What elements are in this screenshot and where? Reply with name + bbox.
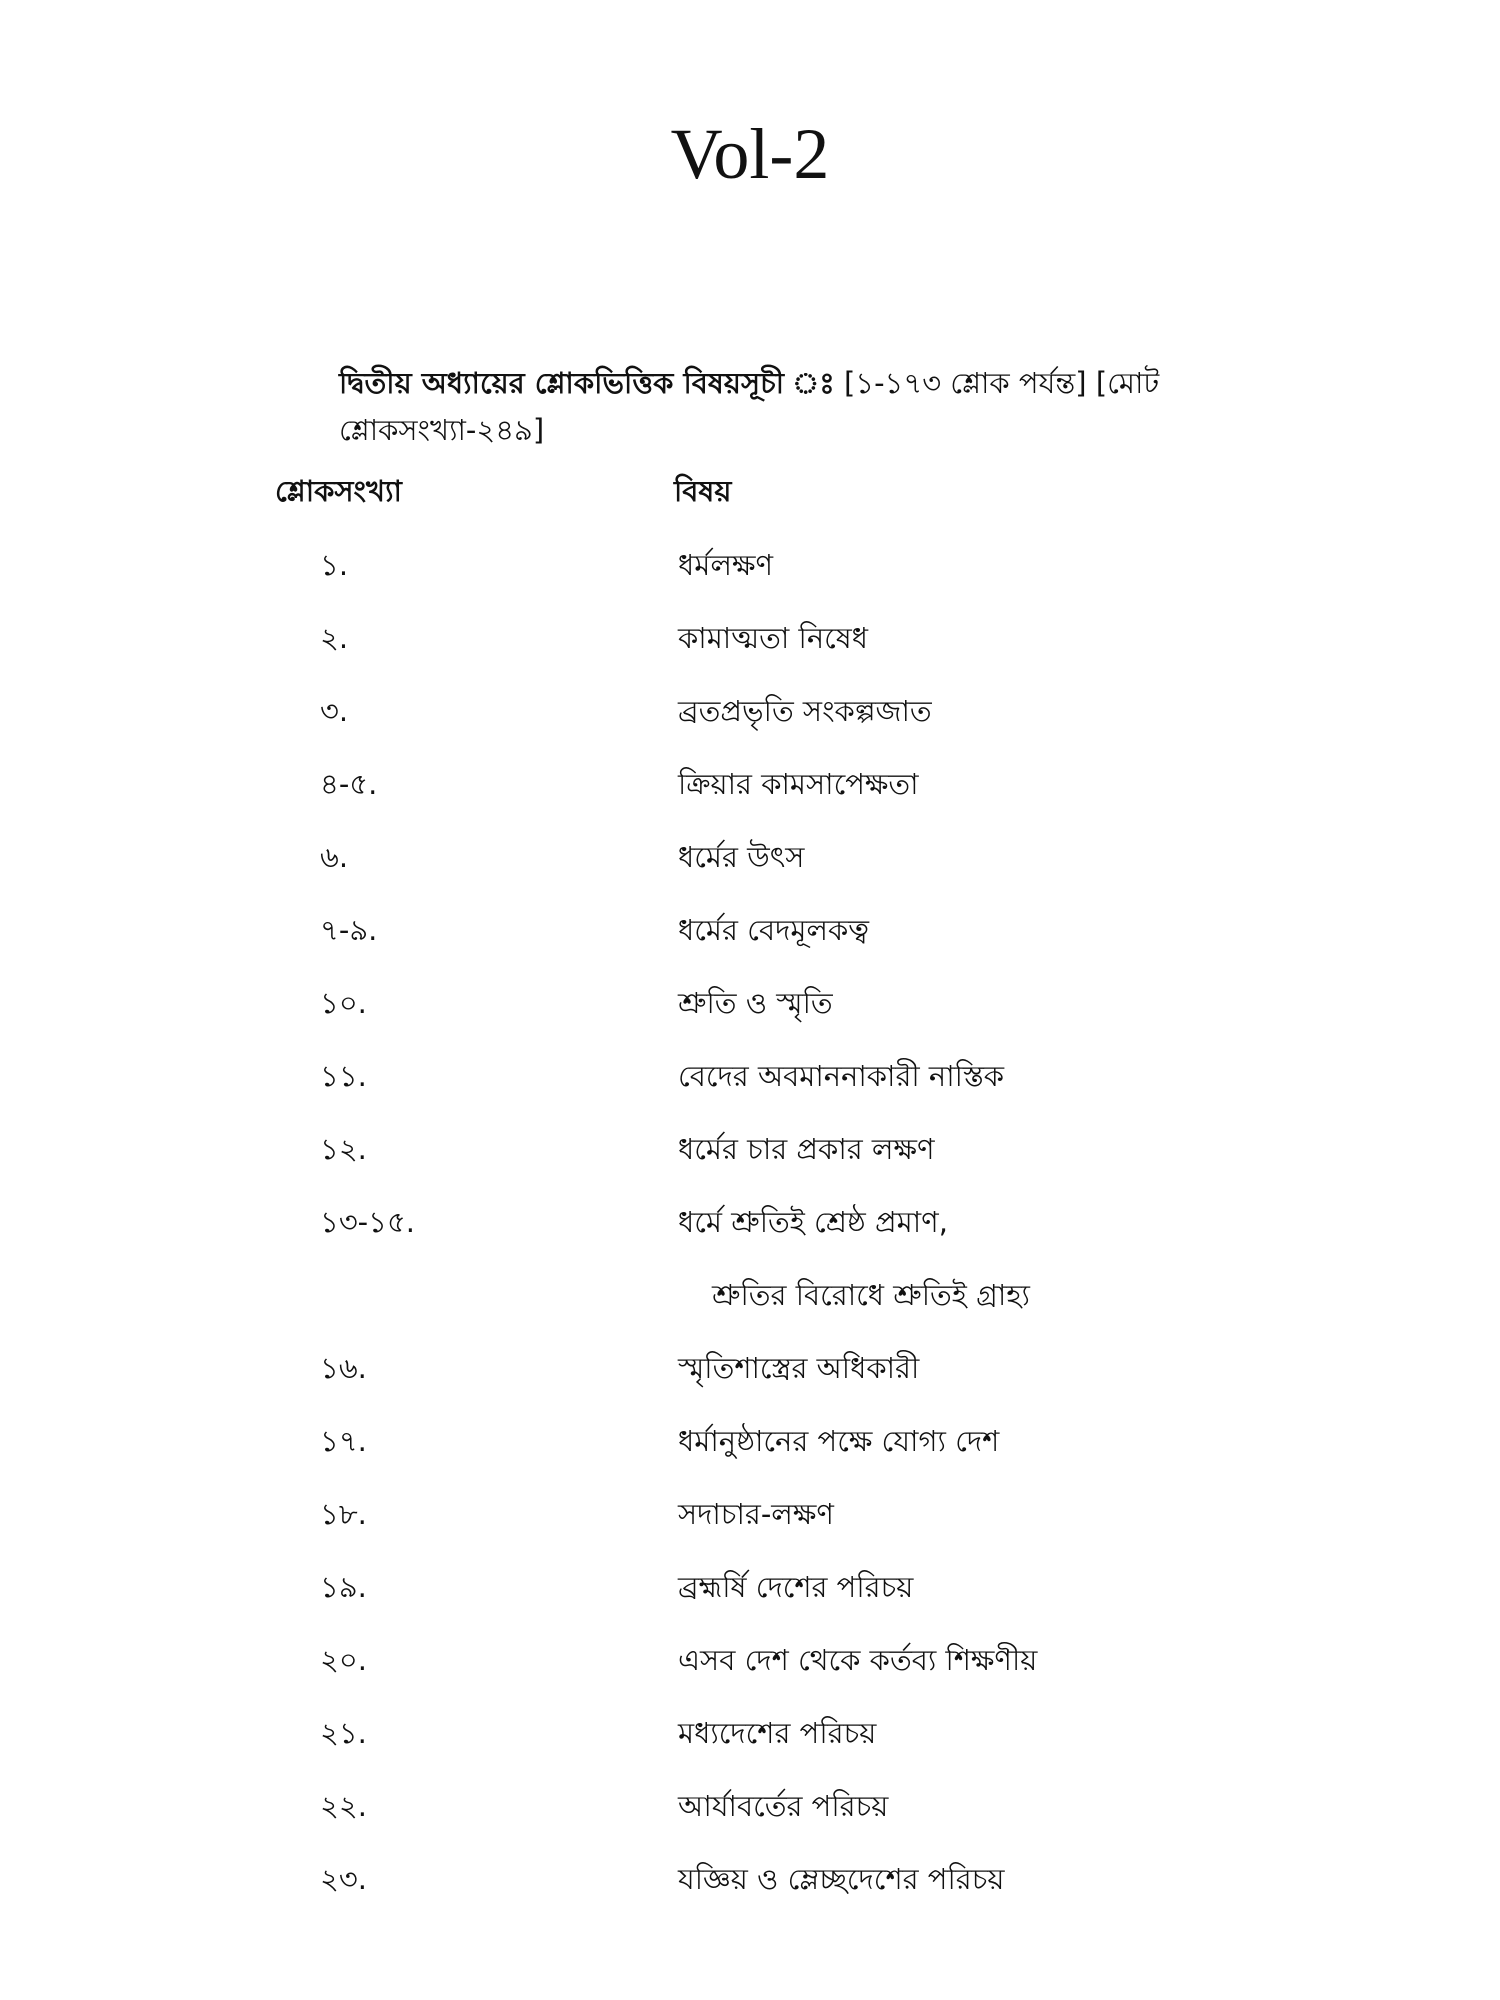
intro-range: [১-১৭৩ শ্লোক পর্যন্ত] [মোট শ্লোকসংখ্যা-২৪৯]	[339, 366, 1160, 447]
page-title: Vol-2	[670, 114, 830, 194]
column-header-verse-number: শ্লোকসংখ্যা	[275, 474, 402, 508]
column-header-topic: বিষয়	[674, 474, 732, 508]
verse-number: ১.	[320, 548, 349, 582]
topic-text: ধর্মানুষ্ঠানের পক্ষে যোগ্য দেশ	[678, 1424, 1000, 1458]
table-row	[0, 1494, 1500, 1534]
table-row	[0, 618, 1500, 658]
verse-number: ৪-৫.	[320, 767, 378, 801]
table-row	[0, 1567, 1500, 1607]
verse-number: ২০.	[320, 1643, 367, 1677]
verse-number: ৩.	[320, 694, 349, 728]
topic-text: বেদের অবমাননাকারী নাস্তিক	[678, 1059, 1005, 1093]
topic-text: এসব দেশ থেকে কর্তব্য শিক্ষণীয়	[678, 1643, 1038, 1677]
table-row	[0, 1202, 1500, 1242]
topic-text: যজ্ঞিয় ও ম্লেচ্ছদেশের পরিচয়	[678, 1862, 1005, 1896]
topic-text: শ্রুতি ও স্মৃতি	[678, 986, 833, 1020]
verse-number: ২২.	[320, 1789, 367, 1823]
topic-text: ধর্মের চার প্রকার লক্ষণ	[678, 1132, 935, 1166]
table-row	[0, 764, 1500, 804]
topic-text: ব্রহ্মর্ষি দেশের পরিচয়	[678, 1570, 914, 1604]
table-row	[0, 545, 1500, 585]
table-row	[0, 910, 1500, 950]
table-row	[0, 837, 1500, 877]
table-row	[0, 1859, 1500, 1899]
topic-text: ধর্মলক্ষণ	[678, 548, 773, 582]
verse-number: ২১.	[320, 1716, 367, 1750]
topic-text: শ্রুতির বিরোধে শ্রুতিই গ্রাহ্য	[712, 1278, 1030, 1312]
topic-text: ক্রিয়ার কামসাপেক্ষতা	[678, 767, 919, 801]
table-row	[0, 1129, 1500, 1169]
table-row	[0, 1713, 1500, 1753]
topic-text: কামাত্মতা নিষেধ	[678, 621, 869, 655]
topic-text: আর্যাবর্তের পরিচয়	[678, 1789, 889, 1823]
table-row	[0, 1275, 1500, 1315]
verse-number: ২৩.	[320, 1862, 367, 1896]
verse-number: ১৮.	[320, 1497, 367, 1531]
topic-text: সদাচার-লক্ষণ	[678, 1497, 834, 1531]
verse-number: ১৭.	[320, 1424, 367, 1458]
table-row	[0, 1348, 1500, 1388]
table-row	[0, 1056, 1500, 1096]
verse-number: ১১.	[320, 1059, 367, 1093]
topic-text: ব্রতপ্রভৃতি সংকল্পজাত	[678, 694, 932, 728]
topic-text: ধর্মের উৎস	[678, 840, 805, 874]
verse-number: ১০.	[320, 986, 367, 1020]
topic-text: ধর্মের বেদমূলকত্ব	[678, 913, 869, 947]
table-row	[0, 1640, 1500, 1680]
intro-lead: দ্বিতীয় অধ্যায়ের শ্লোকভিত্তিক বিষয়সূচী ঃ	[339, 366, 835, 400]
verse-number: ১৯.	[320, 1570, 367, 1604]
toc-intro	[255, 360, 1285, 454]
verse-number: ১২.	[320, 1132, 367, 1166]
verse-number: ২.	[320, 621, 349, 655]
table-row	[0, 691, 1500, 731]
topic-text: স্মৃতিশাস্ত্রের অধিকারী	[678, 1351, 920, 1385]
topic-text: ধর্মে শ্রুতিই শ্রেষ্ঠ প্রমাণ,	[678, 1205, 948, 1239]
verse-number: ৭-৯.	[320, 913, 378, 947]
verse-number: ১৩-১৫.	[320, 1205, 415, 1239]
table-row	[0, 1786, 1500, 1826]
verse-number: ১৬.	[320, 1351, 367, 1385]
table-row	[0, 1421, 1500, 1461]
topic-text: মধ্যদেশের পরিচয়	[678, 1716, 877, 1750]
table-row	[0, 983, 1500, 1023]
verse-number: ৬.	[320, 840, 349, 874]
